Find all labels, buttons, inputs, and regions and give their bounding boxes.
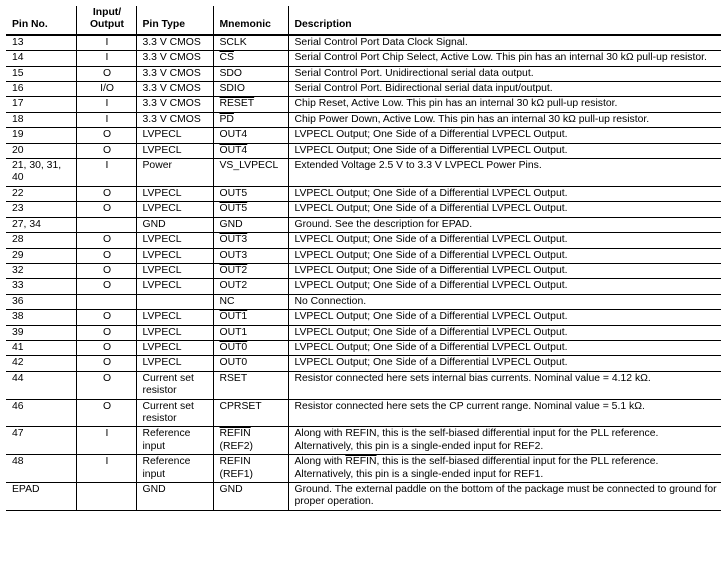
table-row xyxy=(6,159,721,187)
pin-type-cell: Current set resistor xyxy=(136,371,213,399)
description-cell: Chip Reset, Active Low. This pin has an internal 30 kΩ pull-up resistor. xyxy=(288,97,721,112)
description-cell: LVPECL Output; One Side of a Differential LVPECL Output. xyxy=(288,143,721,158)
mnemonic-cell: RESET xyxy=(213,97,288,112)
pin-type-cell: 3.3 V CMOS xyxy=(136,112,213,127)
input-output-cell: O xyxy=(76,186,136,201)
input-output-cell: O xyxy=(76,66,136,81)
pin-type-cell: LVPECL xyxy=(136,263,213,278)
table-row xyxy=(6,294,721,309)
mnemonic-cell: VS_LVPECL xyxy=(213,159,288,187)
pin-type-cell xyxy=(136,294,213,309)
pin-number-cell: 29 xyxy=(6,248,76,263)
input-output-cell: I xyxy=(76,159,136,187)
pin-number-cell: 20 xyxy=(6,143,76,158)
pin-type-cell: LVPECL xyxy=(136,143,213,158)
table-row xyxy=(6,82,721,97)
description-cell: Resistor connected here sets internal bias currents. Nominal value = 4.12 kΩ. xyxy=(288,371,721,399)
mnemonic-cell: GND xyxy=(213,217,288,232)
mnemonic-cell: OUT3 xyxy=(213,233,288,248)
mnemonic-cell: RSET xyxy=(213,371,288,399)
input-output-cell: O xyxy=(76,279,136,294)
header-pin-type: Pin Type xyxy=(136,6,213,35)
header-description: Description xyxy=(288,6,721,35)
table-row xyxy=(6,310,721,325)
input-output-cell xyxy=(76,294,136,309)
description-cell: Serial Control Port Chip Select, Active Low. This pin has an internal 30 kΩ pull-up resistor. xyxy=(288,51,721,66)
table-row xyxy=(6,325,721,340)
input-output-cell: O xyxy=(76,340,136,355)
mnemonic-cell: OUT0 xyxy=(213,340,288,355)
description-cell: LVPECL Output; One Side of a Differential LVPECL Output. xyxy=(288,263,721,278)
table-row xyxy=(6,35,721,51)
pin-type-cell: GND xyxy=(136,217,213,232)
pin-type-cell: LVPECL xyxy=(136,356,213,371)
input-output-cell: O xyxy=(76,399,136,427)
pin-number-cell: 16 xyxy=(6,82,76,97)
input-output-cell: O xyxy=(76,248,136,263)
pin-function-table-container xyxy=(6,6,721,511)
table-row xyxy=(6,128,721,143)
input-output-cell: I xyxy=(76,427,136,455)
input-output-cell: I xyxy=(76,51,136,66)
description-cell: LVPECL Output; One Side of a Differential LVPECL Output. xyxy=(288,248,721,263)
description-cell: LVPECL Output; One Side of a Differential LVPECL Output. xyxy=(288,279,721,294)
pin-number-cell: 38 xyxy=(6,310,76,325)
mnemonic-cell: NC xyxy=(213,294,288,309)
table-row xyxy=(6,66,721,81)
table-row xyxy=(6,279,721,294)
header-pin-no: Pin No. xyxy=(6,6,76,35)
input-output-cell xyxy=(76,217,136,232)
pin-type-cell: Current set resistor xyxy=(136,399,213,427)
input-output-cell: O xyxy=(76,143,136,158)
description-cell: LVPECL Output; One Side of a Differential LVPECL Output. xyxy=(288,340,721,355)
pin-number-cell: 19 xyxy=(6,128,76,143)
pin-number-cell: 27, 34 xyxy=(6,217,76,232)
pin-number-cell: 32 xyxy=(6,263,76,278)
description-cell: Resistor connected here sets the CP current range. Nominal value = 5.1 kΩ. xyxy=(288,399,721,427)
mnemonic-cell: $\overline{PD}$ xyxy=(213,112,288,127)
mnemonic-cell: OUT1 xyxy=(213,325,288,340)
pin-number-cell: 36 xyxy=(6,294,76,309)
mnemonic-cell: OUT0 xyxy=(213,356,288,371)
input-output-cell: I xyxy=(76,35,136,51)
table-row xyxy=(6,399,721,427)
description-cell: Extended Voltage 2.5 V to 3.3 V LVPECL Power Pins. xyxy=(288,159,721,187)
mnemonic-cell: OUT3 xyxy=(213,248,288,263)
pin-number-cell: 42 xyxy=(6,356,76,371)
pin-number-cell: 28 xyxy=(6,233,76,248)
mnemonic-cell: OUT2 xyxy=(213,279,288,294)
mnemonic-cell: REFIN (REF2) xyxy=(213,427,288,455)
pin-number-cell: 33 xyxy=(6,279,76,294)
table-row xyxy=(6,263,721,278)
pin-type-cell: Reference input xyxy=(136,455,213,483)
pin-type-cell: LVPECL xyxy=(136,248,213,263)
pin-type-cell: LVPECL xyxy=(136,186,213,201)
pin-number-cell: 21, 30, 31, 40 xyxy=(6,159,76,187)
description-cell: LVPECL Output; One Side of a Differential LVPECL Output. xyxy=(288,233,721,248)
description-cell: LVPECL Output; One Side of a Differential LVPECL Output. xyxy=(288,356,721,371)
table-row xyxy=(6,371,721,399)
mnemonic-cell: SCLK xyxy=(213,35,288,51)
table-row xyxy=(6,202,721,217)
pin-type-cell: LVPECL xyxy=(136,340,213,355)
table-row xyxy=(6,427,721,455)
table-row xyxy=(6,217,721,232)
pin-type-cell: LVPECL xyxy=(136,279,213,294)
description-cell: Serial Control Port Data Clock Signal. xyxy=(288,35,721,51)
input-output-cell: O xyxy=(76,233,136,248)
description-cell: LVPECL Output; One Side of a Differential LVPECL Output. xyxy=(288,325,721,340)
pin-type-cell: Power xyxy=(136,159,213,187)
pin-number-cell: EPAD xyxy=(6,483,76,511)
input-output-cell: O xyxy=(76,371,136,399)
description-cell: LVPECL Output; One Side of a Differential LVPECL Output. xyxy=(288,202,721,217)
table-header-row xyxy=(6,6,721,35)
pin-type-cell: Reference input xyxy=(136,427,213,455)
table-row xyxy=(6,340,721,355)
description-cell: No Connection. xyxy=(288,294,721,309)
mnemonic-cell: SDIO xyxy=(213,82,288,97)
table-row xyxy=(6,455,721,483)
pin-number-cell: 23 xyxy=(6,202,76,217)
pin-type-cell: 3.3 V CMOS xyxy=(136,35,213,51)
header-mnemonic: Mnemonic xyxy=(213,6,288,35)
pin-number-cell: 44 xyxy=(6,371,76,399)
mnemonic-cell: GND xyxy=(213,483,288,511)
pin-type-cell: 3.3 V CMOS xyxy=(136,66,213,81)
mnemonic-cell: OUT2 xyxy=(213,263,288,278)
pin-type-cell: LVPECL xyxy=(136,202,213,217)
description-cell: Ground. See the description for EPAD. xyxy=(288,217,721,232)
input-output-cell: O xyxy=(76,356,136,371)
pin-number-cell: 22 xyxy=(6,186,76,201)
mnemonic-cell: OUT1 xyxy=(213,310,288,325)
input-output-cell: I xyxy=(76,97,136,112)
table-row xyxy=(6,51,721,66)
pin-number-cell: 17 xyxy=(6,97,76,112)
input-output-cell: I xyxy=(76,455,136,483)
description-cell: Along with REFIN, this is the self-biased differential input for the PLL reference. Alternatively, this pin is a single-ended input for REF1. xyxy=(288,455,721,483)
input-output-cell: I/O xyxy=(76,82,136,97)
description-cell: LVPECL Output; One Side of a Differential LVPECL Output. xyxy=(288,186,721,201)
table-row xyxy=(6,483,721,511)
pin-number-cell: 47 xyxy=(6,427,76,455)
input-output-cell: O xyxy=(76,325,136,340)
pin-type-cell: GND xyxy=(136,483,213,511)
description-cell: Ground. The external paddle on the bottom of the package must be connected to ground for proper operation. xyxy=(288,483,721,511)
pin-number-cell: 15 xyxy=(6,66,76,81)
table-body xyxy=(6,35,721,511)
mnemonic-cell: CPRSET xyxy=(213,399,288,427)
mnemonic-cell: SDO xyxy=(213,66,288,81)
input-output-cell: O xyxy=(76,128,136,143)
mnemonic-cell: $\overline{CS}$ xyxy=(213,51,288,66)
input-output-cell: O xyxy=(76,263,136,278)
pin-number-cell: 18 xyxy=(6,112,76,127)
pin-number-cell: 48 xyxy=(6,455,76,483)
mnemonic-cell: OUT5 xyxy=(213,186,288,201)
description-cell: LVPECL Output; One Side of a Differential LVPECL Output. xyxy=(288,128,721,143)
description-cell: Serial Control Port. Bidirectional serial data input/output. xyxy=(288,82,721,97)
pin-type-cell: LVPECL xyxy=(136,310,213,325)
pin-function-table xyxy=(6,6,721,511)
pin-number-cell: 14 xyxy=(6,51,76,66)
description-cell: Serial Control Port. Unidirectional serial data output. xyxy=(288,66,721,81)
pin-type-cell: 3.3 V CMOS xyxy=(136,82,213,97)
description-cell: LVPECL Output; One Side of a Differential LVPECL Output. xyxy=(288,310,721,325)
table-row xyxy=(6,112,721,127)
pin-type-cell: 3.3 V CMOS xyxy=(136,97,213,112)
pin-number-cell: 39 xyxy=(6,325,76,340)
pin-type-cell: LVPECL xyxy=(136,233,213,248)
pin-type-cell: LVPECL xyxy=(136,325,213,340)
pin-type-cell: LVPECL xyxy=(136,128,213,143)
mnemonic-cell: OUT4 xyxy=(213,143,288,158)
mnemonic-cell: OUT4 xyxy=(213,128,288,143)
header-input-output: Input/ Output xyxy=(76,6,136,35)
pin-number-cell: 41 xyxy=(6,340,76,355)
input-output-cell: O xyxy=(76,310,136,325)
input-output-cell: I xyxy=(76,112,136,127)
table-row xyxy=(6,248,721,263)
description-cell: Chip Power Down, Active Low. This pin has an internal 30 kΩ pull-up resistor. xyxy=(288,112,721,127)
pin-number-cell: 46 xyxy=(6,399,76,427)
input-output-cell: O xyxy=(76,202,136,217)
description-cell: Along with REFIN, this is the self-biased differential input for the PLL reference. Alternatively, this pin is a single-ended input for REF2. xyxy=(288,427,721,455)
table-row xyxy=(6,186,721,201)
table-row xyxy=(6,233,721,248)
input-output-cell xyxy=(76,483,136,511)
table-row xyxy=(6,143,721,158)
table-row xyxy=(6,97,721,112)
pin-type-cell: 3.3 V CMOS xyxy=(136,51,213,66)
pin-number-cell: 13 xyxy=(6,35,76,51)
table-row xyxy=(6,356,721,371)
mnemonic-cell: OUT5 xyxy=(213,202,288,217)
mnemonic-cell: REFIN (REF1) xyxy=(213,455,288,483)
